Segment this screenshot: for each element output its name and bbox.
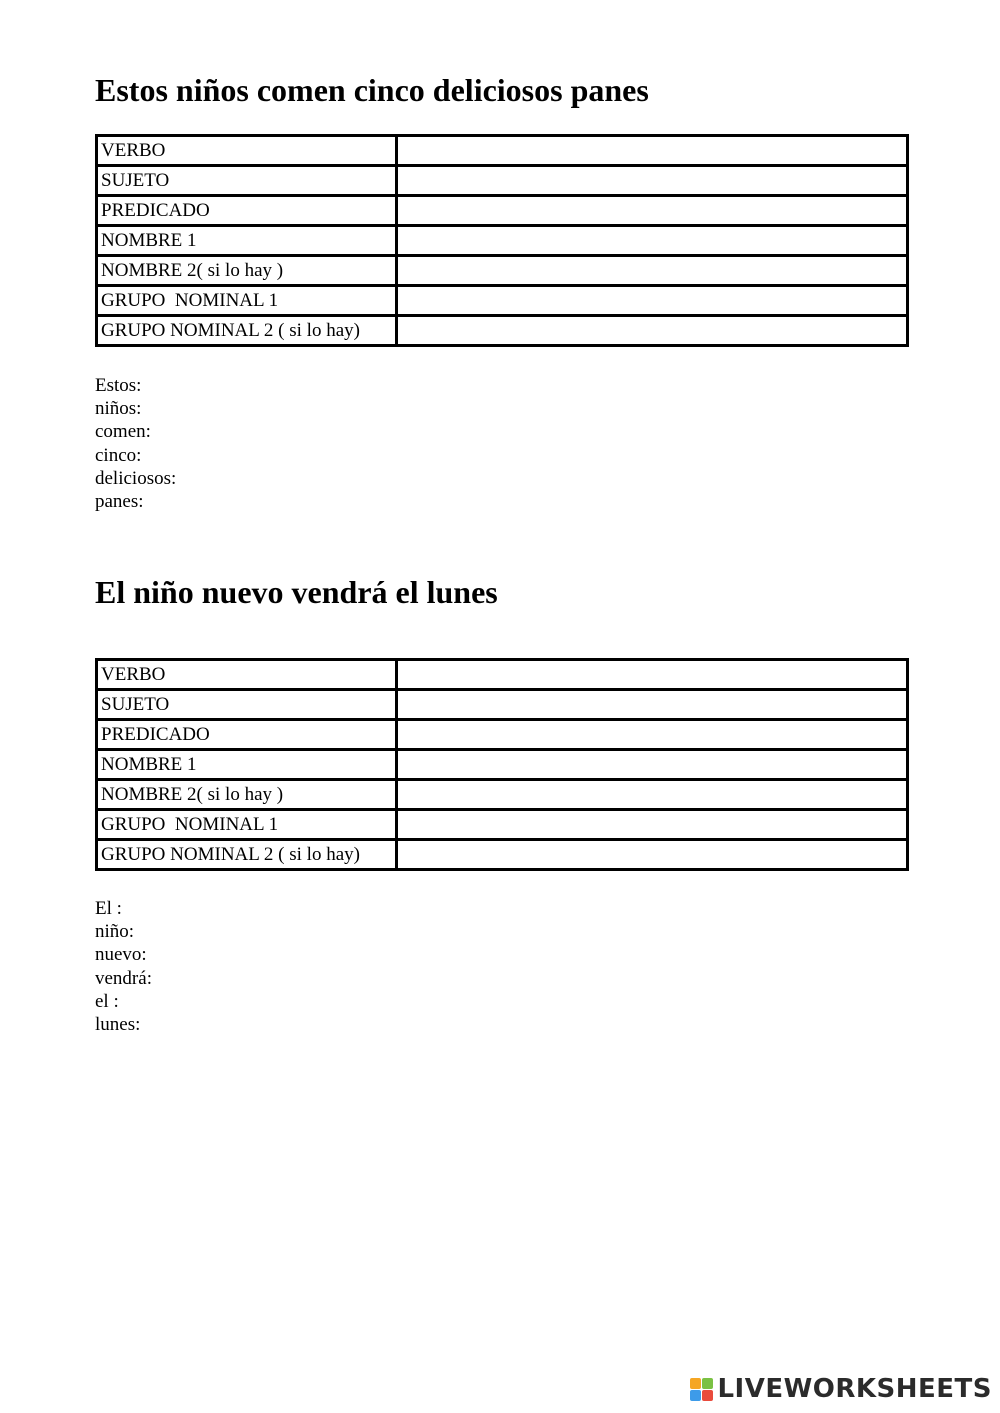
- table-row: [97, 810, 908, 840]
- answer-cell[interactable]: [397, 166, 908, 196]
- analysis-table: [95, 658, 909, 871]
- row-label: VERBO: [97, 660, 397, 690]
- word-item: lunes:: [95, 1014, 141, 1036]
- sentence-section-1: [95, 70, 906, 513]
- row-label: GRUPO NOMINAL 1: [97, 810, 397, 840]
- sentence-section-2: [95, 572, 906, 1036]
- answer-cell[interactable]: [397, 226, 908, 256]
- word-item: el :: [95, 990, 119, 1012]
- word-item: panes:: [95, 491, 144, 513]
- word-item: deliciosos:: [95, 467, 177, 489]
- word-item: Estos:: [95, 375, 142, 396]
- table-row: [97, 136, 908, 166]
- row-label: NOMBRE 1: [97, 750, 397, 780]
- word-item: niños:: [95, 398, 142, 420]
- word-list: [95, 374, 906, 513]
- table-row: [97, 196, 908, 226]
- answer-cell[interactable]: [397, 840, 908, 870]
- logo-square: [702, 1390, 713, 1401]
- row-label: GRUPO NOMINAL 2 ( si lo hay): [97, 316, 397, 346]
- liveworksheets-logo-icon: [690, 1378, 713, 1401]
- table-row: [97, 660, 908, 690]
- liveworksheets-logo: [690, 1371, 992, 1407]
- row-label: GRUPO NOMINAL 2 ( si lo hay): [97, 840, 397, 870]
- answer-cell[interactable]: [397, 196, 908, 226]
- row-label: PREDICADO: [97, 720, 397, 750]
- row-label: SUJETO: [97, 690, 397, 720]
- sentence-title: Estos niños comen cinco deliciosos panes: [95, 72, 649, 108]
- table-row: [97, 226, 908, 256]
- answer-cell[interactable]: [397, 286, 908, 316]
- table-row: [97, 166, 908, 196]
- answer-cell[interactable]: [397, 690, 908, 720]
- answer-cell[interactable]: [397, 256, 908, 286]
- table-row: [97, 690, 908, 720]
- row-label: GRUPO NOMINAL 1: [97, 286, 397, 316]
- word-item: nuevo:: [95, 944, 147, 966]
- table-row: [97, 286, 908, 316]
- word-item: comen:: [95, 421, 151, 443]
- word-item: El :: [95, 898, 122, 919]
- answer-cell[interactable]: [397, 750, 908, 780]
- answer-cell[interactable]: [397, 720, 908, 750]
- logo-square: [702, 1378, 713, 1389]
- sentence-title: El niño nuevo vendrá el lunes: [95, 574, 498, 610]
- table-row: [97, 720, 908, 750]
- answer-cell[interactable]: [397, 810, 908, 840]
- analysis-table: [95, 134, 909, 347]
- row-label: NOMBRE 2( si lo hay ): [97, 780, 397, 810]
- row-label: PREDICADO: [97, 196, 397, 226]
- word-item: vendrá:: [95, 967, 152, 989]
- row-label: NOMBRE 1: [97, 226, 397, 256]
- row-label: VERBO: [97, 136, 397, 166]
- answer-cell[interactable]: [397, 780, 908, 810]
- table-row: [97, 256, 908, 286]
- table-row: [97, 840, 908, 870]
- row-label: SUJETO: [97, 166, 397, 196]
- table-row: [97, 316, 908, 346]
- word-item: cinco:: [95, 444, 142, 466]
- logo-square: [690, 1390, 701, 1401]
- logo-text: LIVEWORKSHEETS: [717, 1374, 992, 1404]
- table-row: [97, 750, 908, 780]
- answer-cell[interactable]: [397, 136, 908, 166]
- logo-square: [690, 1378, 701, 1389]
- word-list: [95, 897, 906, 1036]
- answer-cell[interactable]: [397, 316, 908, 346]
- table-row: [97, 780, 908, 810]
- row-label: NOMBRE 2( si lo hay ): [97, 256, 397, 286]
- answer-cell[interactable]: [397, 660, 908, 690]
- word-item: niño:: [95, 921, 135, 943]
